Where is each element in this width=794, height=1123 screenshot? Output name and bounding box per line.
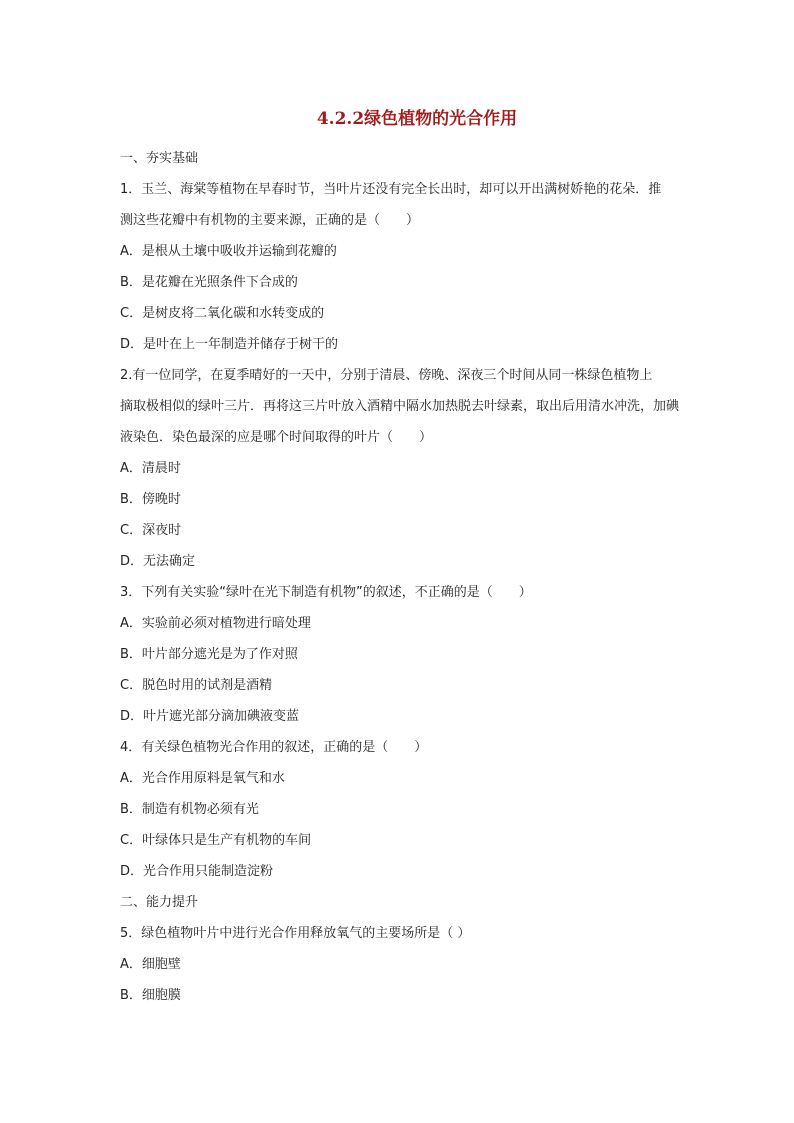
question-stem: 液染色．染色最深的应是哪个时间取得的叶片（ ） — [120, 430, 433, 445]
option-b: B．细胞膜 — [120, 988, 181, 1003]
option-b: B．是花瓣在光照条件下合成的 — [120, 275, 298, 290]
section-heading: 二、能力提升 — [120, 895, 199, 910]
question-stem: 4．有关绿色植物光合作用的叙述，正确的是（ ） — [120, 740, 428, 755]
question-1 — [120, 174, 700, 360]
question-5 — [120, 918, 700, 1011]
question-stem: 2.有一位同学，在夏季晴好的一天中，分别于清晨、傍晚、深夜三个时间从同一株绿色植物上 — [120, 368, 653, 383]
question-4 — [120, 732, 700, 887]
option-a: A．实验前必须对植物进行暗处理 — [120, 616, 311, 631]
option-c: C．脱色时用的试剂是酒精 — [120, 678, 273, 693]
section-heading: 一、夯实基础 — [120, 151, 199, 166]
option-d: D．光合作用只能制造淀粉 — [120, 864, 274, 879]
option-d: D．叶片遮光部分滴加碘液变蓝 — [120, 709, 300, 724]
document-body — [120, 143, 700, 1011]
question-stem: 1．玉兰、海棠等植物在早春时节，当叶片还没有完全长出时，却可以开出满树娇艳的花朵．推 — [120, 182, 662, 197]
option-c: C．叶绿体只是生产有机物的车间 — [120, 833, 312, 848]
option-b: B．傍晚时 — [120, 492, 181, 507]
option-b: B．制造有机物必须有光 — [120, 802, 259, 817]
option-a: A．光合作用原料是氧气和水 — [120, 771, 285, 786]
question-stem: 3．下列有关实验“绿叶在光下制造有机物”的叙述，不正确的是（ ） — [120, 585, 532, 600]
question-stem: 测这些花瓣中有机物的主要来源，正确的是（ ） — [120, 213, 420, 228]
option-d: D．无法确定 — [120, 554, 196, 569]
option-a: A．是根从土壤中吸收并运输到花瓣的 — [120, 244, 337, 259]
option-c: C．深夜时 — [120, 523, 182, 538]
option-a: A．清晨时 — [120, 461, 181, 476]
question-stem: 摘取极相似的绿叶三片．再将这三片叶放入酒精中隔水加热脱去叶绿素，取出后用清水冲洗，加碘 — [120, 399, 680, 414]
question-3 — [120, 577, 700, 732]
page-title: 4.2.2绿色植物的光合作用 — [316, 109, 518, 129]
option-b: B．叶片部分遮光是为了作对照 — [120, 647, 298, 662]
question-stem: 5．绿色植物叶片中进行光合作用释放氧气的主要场所是（ ） — [120, 926, 471, 941]
question-2 — [120, 360, 700, 577]
option-a: A．细胞壁 — [120, 957, 181, 972]
option-c: C．是树皮将二氧化碳和水转变成的 — [120, 306, 325, 321]
option-d: D．是叶在上一年制造并储存于树干的 — [120, 337, 339, 352]
